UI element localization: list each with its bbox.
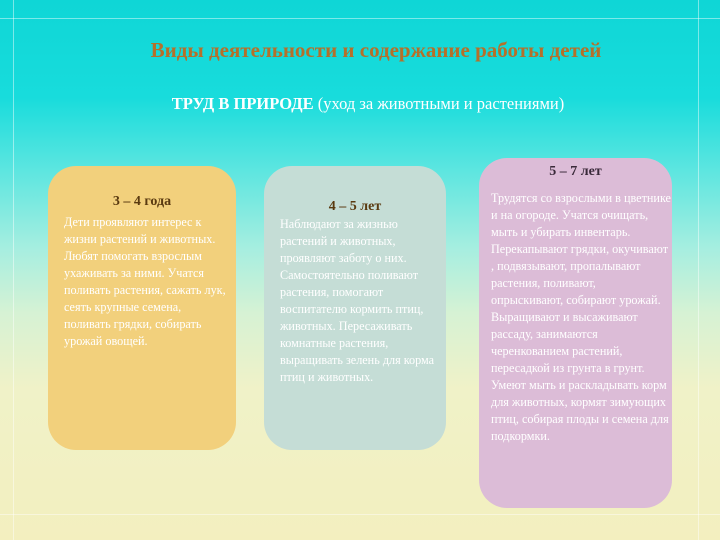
card-text: Наблюдают за жизнью растений и животных, проявляют заботу о них. Самостоятельно поливают растения, помогают воспитателю кормить птиц, животных. Пересаживать комнатные растения, выращивать зелень для корма птиц и животных. [280,217,435,384]
subtitle-rest: (уход за животными и растениями) [313,94,565,113]
card-age-3-4 [48,166,236,450]
card-heading: 5 – 7 лет [549,164,602,179]
card-age-5-7 [479,158,672,508]
slide-title: Виды деятельности и содержание работы детей [150,38,602,62]
frame-line-left [13,0,14,540]
frame-line-right [698,0,699,540]
card-heading: 3 – 4 года [112,194,172,209]
subtitle-strong: ТРУД В ПРИРОДЕ [171,94,314,113]
card-text: Дети проявляют интерес к жизни растений и животных. Любят помогать взрослым ухаживать за ними. Учатся поливать растения, сажать лук, сеять крупные семена, поливать грядки, собирать урожай овощей. [64,215,226,348]
card-heading: 4 – 5 лет [328,199,382,214]
frame-line-top [0,18,720,19]
frame-line-bottom [0,514,720,515]
card-age-4-5 [264,166,446,450]
card-text: Трудятся со взрослыми в цветнике и на огороде. Учатся очищать, мыть и убирать инвентарь. Перекапывают грядки, окучивают , подвязывают, пропалывают растения, поливают, опрыскивают, собирают урожай. Выращивают и высаживают рассаду, занимаются черенкованием растений, пересадкой из грунта в грунт. Умеют мыть и раскладывать корм для животных, кормят зимующих птиц, собирая плоды и семена для подкормки. [491,191,671,443]
slide-subtitle [0,94,720,114]
